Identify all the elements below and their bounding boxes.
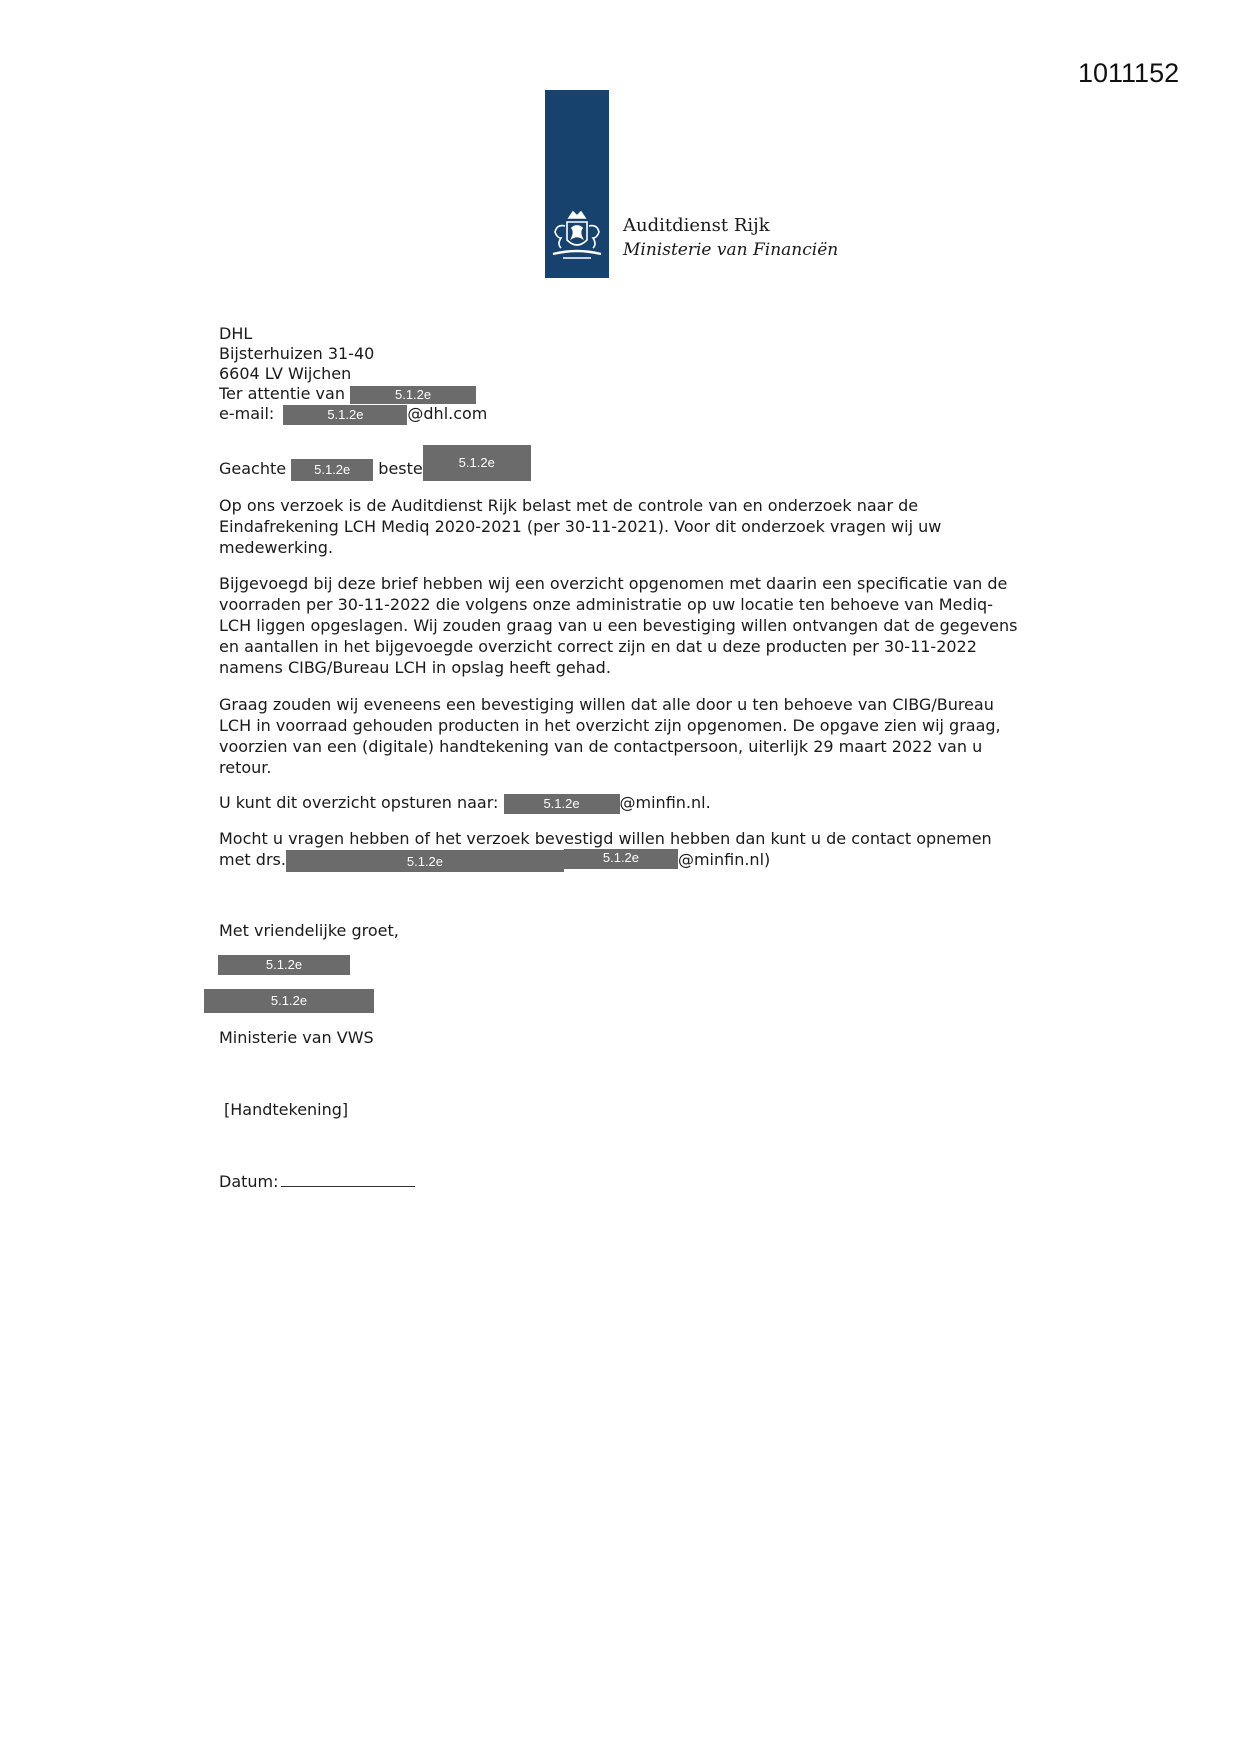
paragraph-line: Eindafrekening LCH Mediq 2020-2021 (per 30-11-2021). Voor dit onderzoek vragen wij uw [219,517,942,536]
paragraph-line: LCH liggen opgeslagen. Wij zouden graag van u een bevestiging willen ontvangen dat de gegevens [219,616,1018,635]
paragraph-line: voorzien van een (digitale) handtekening van de contactpersoon, uiterlijk 29 maart 2022 van u [219,737,983,756]
email-prefix: e-mail: [219,404,275,423]
paragraph-line: LCH in voorraad gehouden producten in het overzicht zijn opgenomen. De opgave zien wij graag, [219,716,1001,735]
paragraph-line: Bijgevoegd bij deze brief hebben wij een overzicht opgenomen met daarin een specificatie van de [219,574,1008,593]
contact-line2 [219,849,770,872]
logo-line2: Ministerie van Financiën [623,240,839,260]
redaction-box: 5.1.2e [291,459,373,481]
logo-text [623,214,838,262]
paragraph-3 [219,694,1049,778]
paragraph-line: Graag zouden wij eveneens een bevestiging willen dat alle door u ten behoeve van CIBG/Bureau [219,695,994,714]
redaction-box: 5.1.2e [564,849,678,869]
address-attention [219,383,476,404]
document-number: 1011152 [1078,58,1180,88]
salutation-word2: beste [378,459,423,478]
date-blank-line [281,1170,415,1187]
signature-placeholder: [Handtekening] [224,1100,349,1119]
redaction-box: 5.1.2e [204,989,374,1013]
paragraph-2 [219,573,1049,678]
address-email [219,403,487,425]
salutation-word1: Geachte [219,459,287,478]
date-label: Datum: [219,1172,279,1191]
redaction-box: 5.1.2e [423,445,531,481]
send-to-suffix: @minfin.nl. [619,793,711,812]
salutation [219,454,531,481]
ministry: Ministerie van VWS [219,1028,374,1047]
contact-prefix: met drs. [219,850,286,869]
attention-prefix: Ter attentie van [219,384,345,403]
paragraph-1 [219,495,1049,558]
paragraph-line: en aantallen in het bijgevoegde overzicht correct zijn en dat u deze producten per 30-11-2022 [219,637,977,656]
address-street: Bijsterhuizen 31-40 [219,344,375,363]
contact-suffix: @minfin.nl) [677,850,771,869]
address-company: DHL [219,324,253,343]
redaction-box: 5.1.2e [286,850,564,872]
redaction-box: 5.1.2e [350,386,476,404]
redaction-box: 5.1.2e [504,794,620,814]
address-city: 6604 LV Wijchen [219,364,352,383]
paragraph-line: Op ons verzoek is de Auditdienst Rijk belast met de controle van en onderzoek naar de [219,496,919,515]
redaction-box: 5.1.2e [283,405,407,425]
logo-bar [545,90,609,278]
paragraph-line: medewerking. [219,538,334,557]
date-line [219,1170,415,1192]
logo-line1: Auditdienst Rijk [623,215,770,236]
redaction-box: 5.1.2e [218,955,350,975]
closing: Met vriendelijke groet, [219,921,399,940]
paragraph-line: retour. [219,758,272,777]
send-to-prefix: U kunt dit overzicht opsturen naar: [219,793,499,812]
email-suffix: @dhl.com [407,404,488,423]
paragraph-line: namens CIBG/Bureau LCH in opslag heeft gehad. [219,658,611,677]
royal-crest-icon [549,208,605,266]
contact-line1: Mocht u vragen hebben of het verzoek bevestigd willen hebben dan kunt u de contact opnemen [219,829,992,848]
paragraph-line: voorraden per 30-11-2022 die volgens onze administratie op uw locatie ten behoeve van Mediq- [219,595,993,614]
send-to-line [219,792,711,814]
